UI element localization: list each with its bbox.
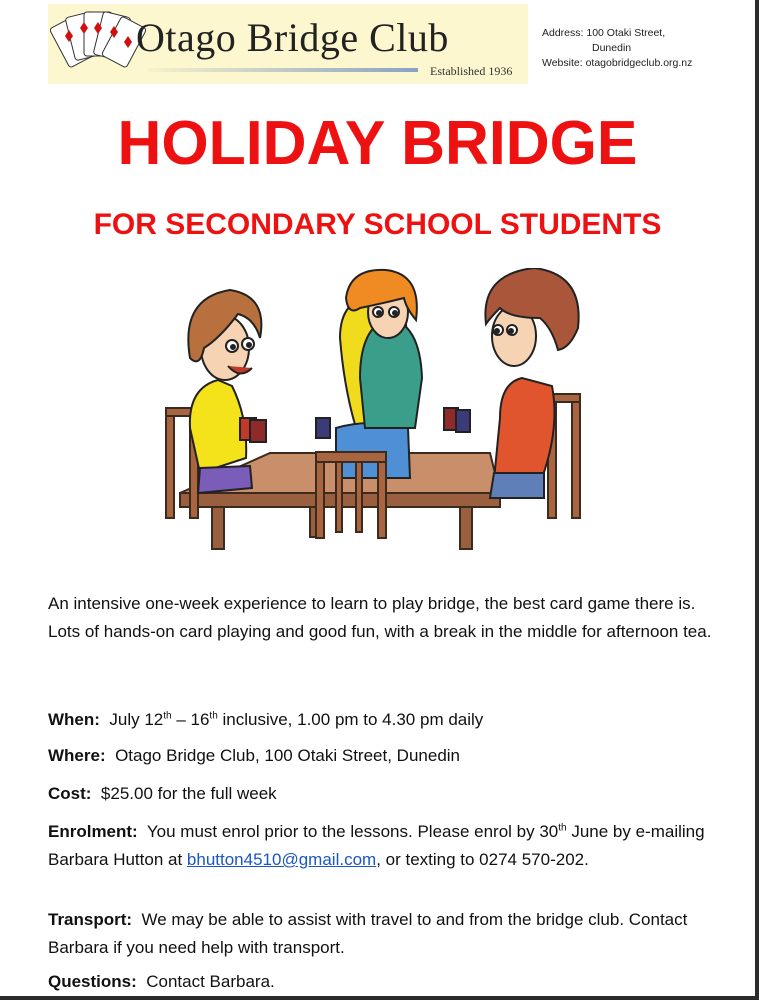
card-players-illustration [160, 268, 600, 558]
enrolment-label: Enrolment: [48, 822, 138, 841]
intro-paragraph: An intensive one-week experience to learn to play bridge, the best card game there is. Lots of hands-on card playing and good fun, with a break in the middle for afternoon tea. [48, 594, 712, 641]
enrolment-sup: th [558, 822, 567, 834]
established-year: Established 1936 [430, 64, 513, 78]
where-value: Otago Bridge Club, 100 Otaki Street, Dunedin [115, 746, 461, 765]
cost-label: Cost: [48, 784, 92, 803]
address-line: Address: 100 Otaki Street, [542, 27, 666, 39]
detail-cost [48, 780, 718, 808]
address-city: Dunedin [592, 42, 632, 54]
club-name: Otago Bridge Club [136, 15, 449, 60]
address-block [542, 26, 692, 71]
detail-when [48, 706, 718, 734]
enrolment-text-3: , or texting to 0274 570-202. [376, 850, 589, 869]
letterhead [48, 4, 528, 84]
when-sup-1: th [163, 710, 172, 722]
when-times: inclusive, 1.00 pm to 4.30 pm daily [217, 710, 484, 729]
when-date-end: – 16 [171, 710, 210, 729]
questions-value: Contact Barbara. [146, 972, 275, 991]
page-subtitle: FOR SECONDARY SCHOOL STUDENTS [93, 208, 662, 241]
detail-questions [48, 968, 718, 996]
website-line: Website: otagobridgeclub.org.nz [542, 57, 693, 69]
when-sup-2: th [209, 710, 218, 722]
enrolment-text-1: You must enrol prior to the lessons. Please enrol by 30 [146, 822, 559, 841]
enrolment-text-2: June by e-mailing Barbara Hutton at [48, 822, 705, 869]
email-link[interactable]: bhutton4510@gmail.com [186, 850, 377, 869]
cost-value: $25.00 for the full week [100, 784, 277, 803]
detail-transport [48, 906, 718, 962]
transport-label: Transport: [48, 910, 133, 929]
questions-label: Questions: [48, 972, 137, 991]
page-title: HOLIDAY BRIDGE [117, 109, 638, 178]
transport-value: We may be able to assist with travel to and from the bridge club. Contact Barbara if you need help with transport. [48, 910, 688, 957]
detail-where [48, 742, 718, 770]
detail-enrolment [48, 818, 718, 874]
where-label: Where: [48, 746, 106, 765]
when-label: When: [48, 710, 100, 729]
established-rule [148, 68, 418, 72]
when-date-start: July 12 [109, 710, 164, 729]
